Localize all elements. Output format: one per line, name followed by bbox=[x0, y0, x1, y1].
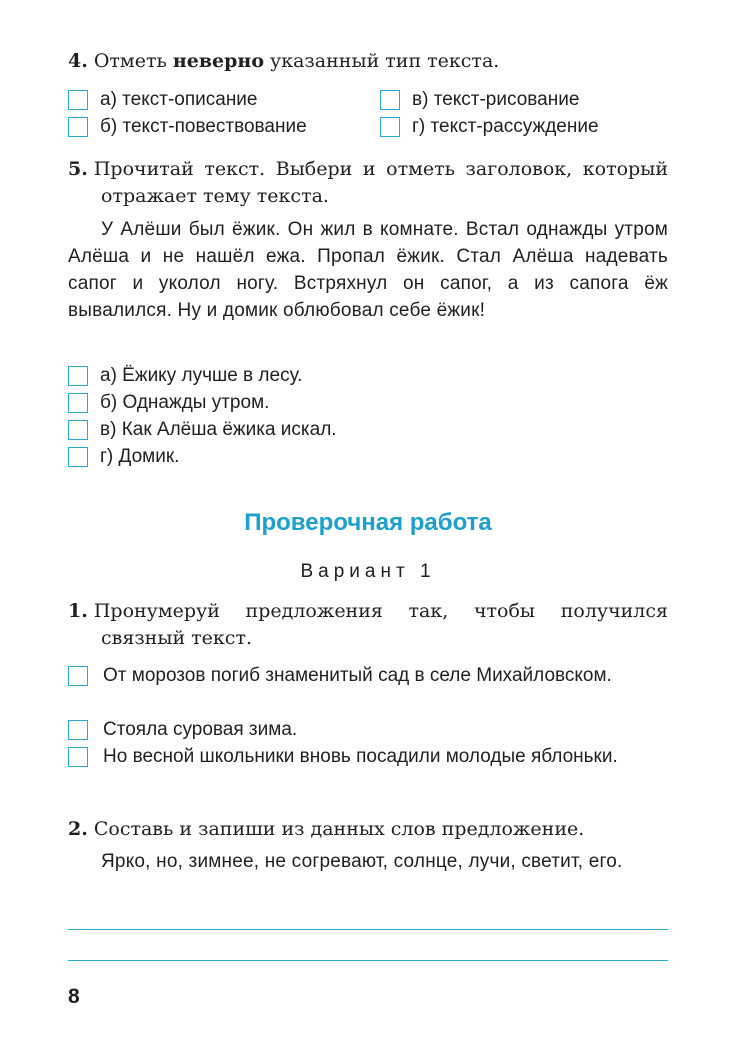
checkbox-icon[interactable] bbox=[68, 420, 88, 440]
task-4-option-b[interactable] bbox=[68, 115, 307, 139]
checkbox-icon[interactable] bbox=[68, 90, 88, 110]
task-5-number: 5. bbox=[68, 158, 88, 180]
sentence-text: От морозов погиб знаменитый сад в селе Михайловском. bbox=[103, 665, 612, 686]
checkbox-icon[interactable] bbox=[380, 90, 400, 110]
task-2-number: 2. bbox=[68, 818, 88, 840]
task-4-text-before: Отметь bbox=[93, 50, 173, 72]
task-4-prompt bbox=[68, 48, 668, 75]
task-5-option-b[interactable] bbox=[68, 391, 269, 415]
task-1-number: 1. bbox=[68, 600, 88, 622]
answer-line-2[interactable] bbox=[68, 960, 668, 961]
option-label: б) текст-повествование bbox=[100, 116, 307, 137]
task-1-sentence-1[interactable] bbox=[68, 662, 668, 689]
task-2-words: Ярко, но, зимнее, не согревают, солнце, лучи, светит, его. bbox=[101, 851, 623, 872]
checkbox-icon[interactable] bbox=[68, 366, 88, 386]
answer-line-1[interactable] bbox=[68, 929, 668, 930]
task-5-option-g[interactable] bbox=[68, 445, 179, 469]
task-4-option-a[interactable] bbox=[68, 88, 258, 112]
task-2-text: Составь и запиши из данных слов предложение. bbox=[93, 818, 585, 840]
option-label: г) Домик. bbox=[100, 446, 180, 467]
checkbox-icon[interactable] bbox=[380, 117, 400, 137]
option-label: в) Как Алёша ёжика искал. bbox=[100, 419, 337, 440]
checkbox-icon[interactable] bbox=[68, 117, 88, 137]
page-number: 8 bbox=[68, 985, 80, 1008]
task-4-option-g[interactable] bbox=[380, 115, 599, 139]
number-box-icon[interactable] bbox=[68, 747, 88, 767]
option-label: г) текст-рассуждение bbox=[412, 116, 599, 137]
option-label: б) Однажды утром. bbox=[100, 392, 270, 413]
variant-title: Вариант 1 bbox=[300, 561, 436, 582]
option-label: в) текст-рисование bbox=[412, 89, 580, 110]
task-2-prompt bbox=[68, 816, 668, 843]
task-5-prompt bbox=[68, 156, 668, 210]
task-5-text: Прочитай текст. Выбери и отметь заголовок, который отражает тему текста. bbox=[93, 158, 668, 207]
task-1-sentence-2[interactable] bbox=[68, 716, 668, 743]
checkbox-icon[interactable] bbox=[68, 447, 88, 467]
task-4-number: 4. bbox=[68, 50, 88, 72]
checkbox-icon[interactable] bbox=[68, 393, 88, 413]
sentence-text: Стояла суровая зима. bbox=[103, 719, 298, 740]
task-4-text-bold: неверно bbox=[172, 50, 265, 72]
sentence-text: Но весной школьники вновь посадили молодые яблоньки. bbox=[103, 746, 618, 767]
task-5-option-a[interactable] bbox=[68, 364, 302, 388]
section-title: Проверочная работа bbox=[244, 509, 492, 536]
task-4-text-after: указанный тип текста. bbox=[264, 50, 500, 72]
number-box-icon[interactable] bbox=[68, 666, 88, 686]
task-4-option-v[interactable] bbox=[380, 88, 579, 112]
number-box-icon[interactable] bbox=[68, 720, 88, 740]
task-5-passage: У Алёши был ёжик. Он жил в комнате. Встал однажды утром Алёша и не нашёл ежа. Пропал ёжик. Стал Алёша надевать сапог и уколол ногу. Встряхнул он сапог, а из сапога ёж вывалился. Ну и домик облюбовал себе ёжик! bbox=[68, 219, 668, 321]
option-label: а) Ёжику лучше в лесу. bbox=[100, 365, 303, 386]
task-1-prompt bbox=[68, 598, 668, 652]
task-1-sentence-3[interactable] bbox=[68, 743, 668, 770]
option-label: а) текст-описание bbox=[100, 89, 258, 110]
task-1-text: Пронумеруй предложения так, чтобы получился связный текст. bbox=[93, 600, 668, 649]
task-5-option-v[interactable] bbox=[68, 418, 337, 442]
